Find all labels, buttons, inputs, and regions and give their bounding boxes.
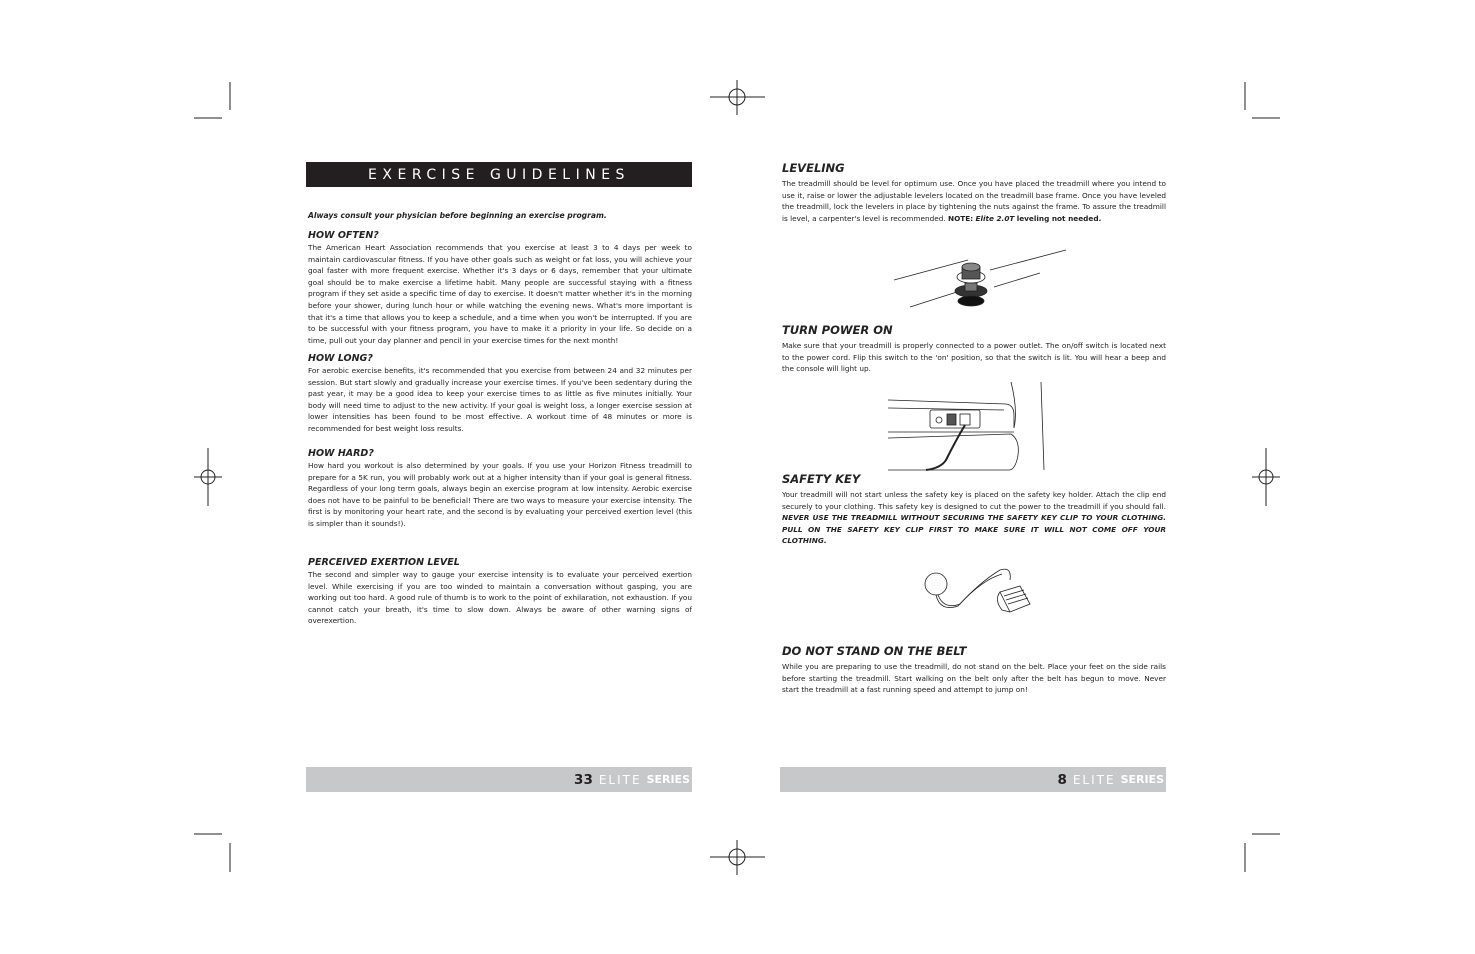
page-number: 33 [574,771,593,788]
page-title: EXERCISE GUIDELINES [368,166,630,183]
section-heading: LEVELING [782,161,845,175]
page-number: 8 [1057,771,1067,788]
power-switch-illustration [886,380,1048,475]
section-do-not-stand [782,644,1166,696]
safety-warning: NEVER USE THE TREADMILL WITHOUT SECURING THE SAFETY KEY CLIP TO YOUR CLOTHING. PULL ON THE SAFETY KEY CLIP FIRST TO MAKE SURE IT WILL NOT COME OFF YOUR CLOTHING. [782,513,1166,546]
safety-key-illustration [920,562,1035,622]
footer-brand: ELITE [1072,772,1116,787]
section-body: The second and simpler way to gauge your exercise intensity is to evaluate your perceived exertion level. While exercising if you are too winded to maintain a conversation without gasping, you are working out too hard. A good rule of thumb is to work to the point of exhilaration, not exhaustion. If you cannot catch your breath, it's time to slow down. Always be aware of other warning signs of overexertion. [308,570,692,626]
footer-brand: ELITE [598,772,642,787]
section-body: The treadmill should be level for optimum use. Once you have placed the treadmill where you intend to use it, raise or lower the adjustable levelers located on the treadmill base frame. Once you have leveled the treadmill, lock the levelers in place by tightening the nuts against the frame. To assure the treadmill is level, a carpenter's level is recommended. NOTE: Elite 2.0T leveling not needed. [782,179,1166,223]
section-heading: SAFETY KEY [782,472,861,486]
section-heading: TURN POWER ON [782,323,893,337]
section-how-often [308,230,692,346]
section-body: The American Heart Association recommends that you exercise at least 3 to 4 days per week to maintain cardiovascular fitness. If you have other goals such as weight or fat loss, you will achieve your goal faster with more frequent exercise. Whether it's 3 days or 6 days, remember that your ultimate goal should be to make exercise a lifetime habit. Many people are successful staying with a fitness program if they set aside a specific time of day to exercise. It doesn't matter whether it's in the morning before your shower, during lunch hour or while watching the evening news. What's more important is that it's a time that allows you to keep a schedule, and a time when you won't be interrupted. If you are to be successful with your fitness program, you have to make it a priority in your life. So decide on a time, pull out your day planner and pencil in your exercise times for the next month! [308,243,692,345]
section-heading: DO NOT STAND ON THE BELT [782,644,967,658]
section-body: While you are preparing to use the treadmill, do not stand on the belt. Place your feet on the side rails before starting the treadmill. Start walking on the belt only after the belt has begun to move. Never start the treadmill at a fast running speed and attempt to jump on! [782,662,1166,695]
page-footer-right [780,767,1166,792]
section-body: How hard you workout is also determined by your goals. If you use your Horizon Fitness treadmill to prepare for a 5K run, you will probably work out at a higher intensity than if your goal is general fitness. Regardless of your long term goals, always begin an exercise program at low intensity. Aerobic exercise does not have to be painful to be beneficial! There are two ways to measure your exercise intensity. The first is by monitoring your heart rate, and the second is by evaluating your perceived exertion level (this is simpler than it sounds!). [308,461,692,528]
intro-note: Always consult your physician before beginning an exercise program. [308,211,607,220]
section-heading: HOW HARD? [308,448,374,459]
page-footer-left [306,767,692,792]
footer-series: SERIES [1120,773,1164,786]
section-heading: HOW LONG? [308,353,373,364]
footer-series: SERIES [646,773,690,786]
page-title-bar [306,162,692,187]
section-heading: PERCEIVED EXERTION LEVEL [308,557,460,568]
section-heading: HOW OFTEN? [308,230,379,241]
section-how-hard [308,448,692,530]
section-leveling [782,161,1166,224]
section-how-long [308,353,692,435]
section-body: Your treadmill will not start unless the safety key is placed on the safety key holder. Attach the clip end securely to your clothing. This safety key is designed to cut the power to the treadmill if you should fall. NEVER USE THE TREADMILL WITHOUT SECURING THE SAFETY KEY CLIP TO YOUR CLOTHING. PULL ON THE SAFETY KEY CLIP FIRST TO MAKE SURE IT WILL NOT COME OFF YOUR CLOTHING. [782,490,1166,546]
leveler-illustration [890,245,1070,315]
section-perceived-exertion [308,557,692,627]
section-body: For aerobic exercise benefits, it's recommended that you exercise from between 24 and 32 minutes per session. But start slowly and gradually increase your exercise times. If you've been sedentary during the past year, it may be a good idea to keep your exercise times to as little as five minutes initially. Your body will need time to adjust to the new activity. If your goal is weight loss, a longer exercise session at lower intensities has been found to be most effective. A workout time of 48 minutes or more is recommended for best weight loss results. [308,366,692,433]
section-turn-power-on [782,323,1166,375]
section-body: Make sure that your treadmill is properly connected to a power outlet. The on/off switch is located next to the power cord. Flip this switch to the 'on' position, so that the switch is lit. You will hear a beep and the console will light up. [782,341,1166,374]
section-safety-key [782,472,1166,547]
